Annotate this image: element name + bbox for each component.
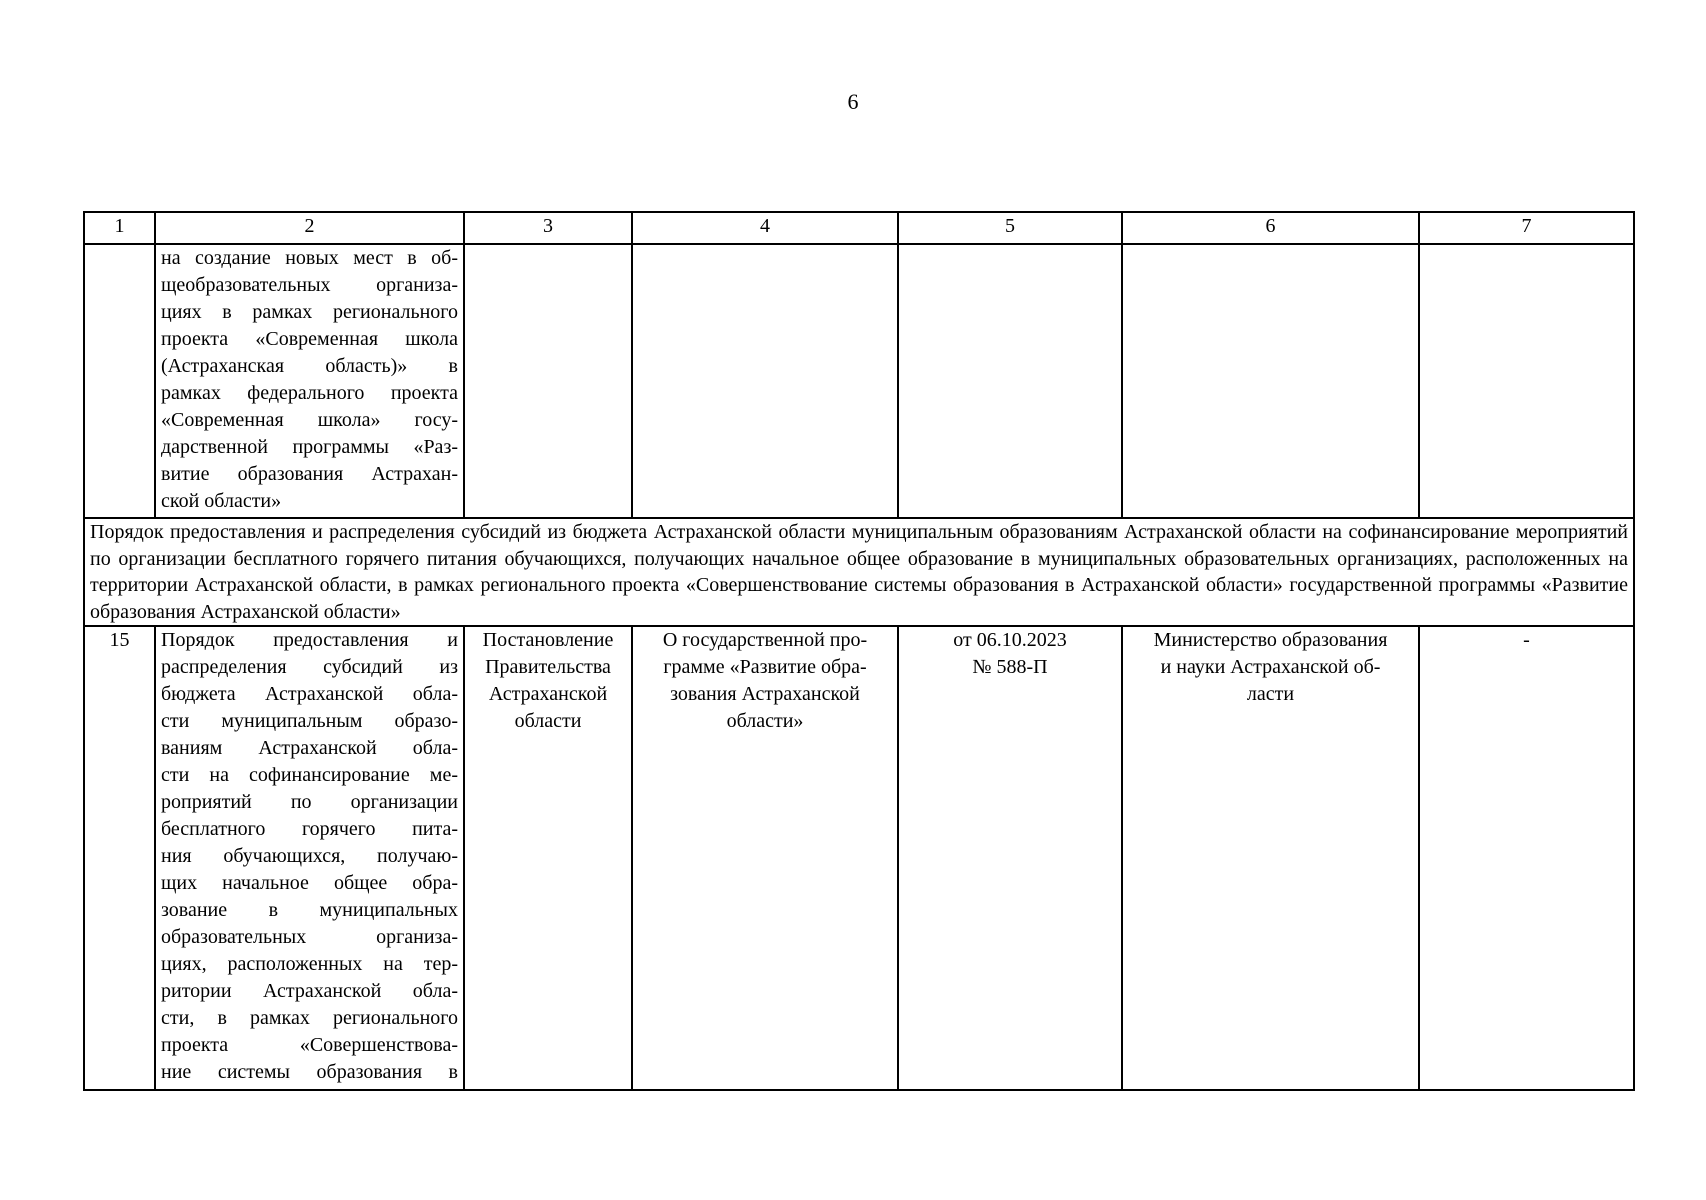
text-line: ритории Астраханской обла- <box>161 980 458 1002</box>
column-header-7: 7 <box>1419 212 1634 244</box>
text-line: бюджета Астраханской обла- <box>161 683 458 705</box>
text-line: роприятий по организации <box>161 791 458 813</box>
text-line: области <box>514 710 582 732</box>
text-line: щих начальное общее обра- <box>161 872 458 894</box>
continuation-cell-5 <box>898 244 1122 518</box>
document-table <box>83 211 1635 1091</box>
text-line: № 588-П <box>972 656 1048 678</box>
continuation-row <box>84 244 1634 518</box>
text-line: распределения субсидий из <box>161 656 458 678</box>
text-line: сти на софинансирование ме- <box>161 764 458 786</box>
continuation-cell-3 <box>464 244 632 518</box>
text-line: и науки Астраханской об- <box>1160 656 1381 678</box>
text-line: О государственной про- <box>662 629 868 651</box>
text-line: проекта «Совершенствова- <box>161 1034 458 1056</box>
text-line: Астраханской <box>488 683 608 705</box>
continuation-cell-2 <box>155 244 464 518</box>
text-line: на создание новых мест в об- <box>161 247 458 269</box>
continuation-cell-4 <box>632 244 898 518</box>
text-line: ваниям Астраханской обла- <box>161 737 458 759</box>
text-line: «Современная школа» госу- <box>161 409 458 431</box>
continuation-cell-7 <box>1419 244 1634 518</box>
text-line: сти муниципальным образо- <box>161 710 458 732</box>
table-row-15 <box>84 626 1634 1090</box>
continuation-cell-6 <box>1122 244 1419 518</box>
text-line: ние системы образования в <box>161 1061 458 1083</box>
text-line: ской области» <box>161 490 282 512</box>
column-header-3: 3 <box>464 212 632 244</box>
text-line: от 06.10.2023 <box>953 629 1067 651</box>
document-name-cell <box>632 626 898 1090</box>
section-heading-row <box>84 518 1634 626</box>
text-line: Министерство образования <box>1153 629 1388 651</box>
column-header-2: 2 <box>155 212 464 244</box>
text-line: образовательных организа- <box>161 926 458 948</box>
text-line: грамме «Развитие обра- <box>663 656 867 678</box>
text-line: зование в муниципальных <box>161 899 458 921</box>
document-date-number-cell <box>898 626 1122 1090</box>
text-line: Постановление <box>482 629 614 651</box>
text-line: циях в рамках регионального <box>161 301 458 323</box>
responsible-body-cell <box>1122 626 1419 1090</box>
text-line: витие образования Астрахан- <box>161 463 458 485</box>
text-line: (Астраханская область)» в <box>161 355 458 377</box>
column-header-1: 1 <box>84 212 155 244</box>
text-line: дарственной программы «Раз- <box>161 436 458 458</box>
column-header-4: 4 <box>632 212 898 244</box>
text-line: зования Астраханской <box>670 683 860 705</box>
text-line: бесплатного горячего пита- <box>161 818 458 840</box>
text-line: Порядок предоставления и <box>161 629 458 651</box>
text-line: области» <box>726 710 804 732</box>
document-title-cell <box>155 626 464 1090</box>
document-type-cell <box>464 626 632 1090</box>
section-heading: Порядок предоставления и распределения субсидий из бюджета Астраханской области муниципальным образованиям Астраханской области на софинансирование мероприятий по организации бесплатного горячего питания обучающихся, получающих начальное общее образование в муниципальных образовательных организациях, расположенных на территории Астраханской области, в рамках регионального проекта «Совершенствование системы образования в Астраханской области» государственной программы «Развитие образования Астраханской области» <box>84 518 1634 626</box>
text-line: щеобразовательных организа- <box>161 274 458 296</box>
text-line: ния обучающихся, получаю- <box>161 845 458 867</box>
text-line: рамках федерального проекта <box>161 382 458 404</box>
header-row <box>84 212 1634 244</box>
column-header-5: 5 <box>898 212 1122 244</box>
text-line: ласти <box>1246 683 1295 705</box>
page-number: 6 <box>847 89 859 114</box>
text-line: Правительства <box>485 656 611 678</box>
text-line: сти, в рамках регионального <box>161 1007 458 1029</box>
text-line: циях, расположенных на тер- <box>161 953 458 975</box>
continuation-cell-1 <box>84 244 155 518</box>
column-header-6: 6 <box>1122 212 1419 244</box>
note-cell: - <box>1419 626 1634 1090</box>
row-number: 15 <box>84 626 155 1090</box>
text-line: проекта «Современная школа <box>161 328 458 350</box>
